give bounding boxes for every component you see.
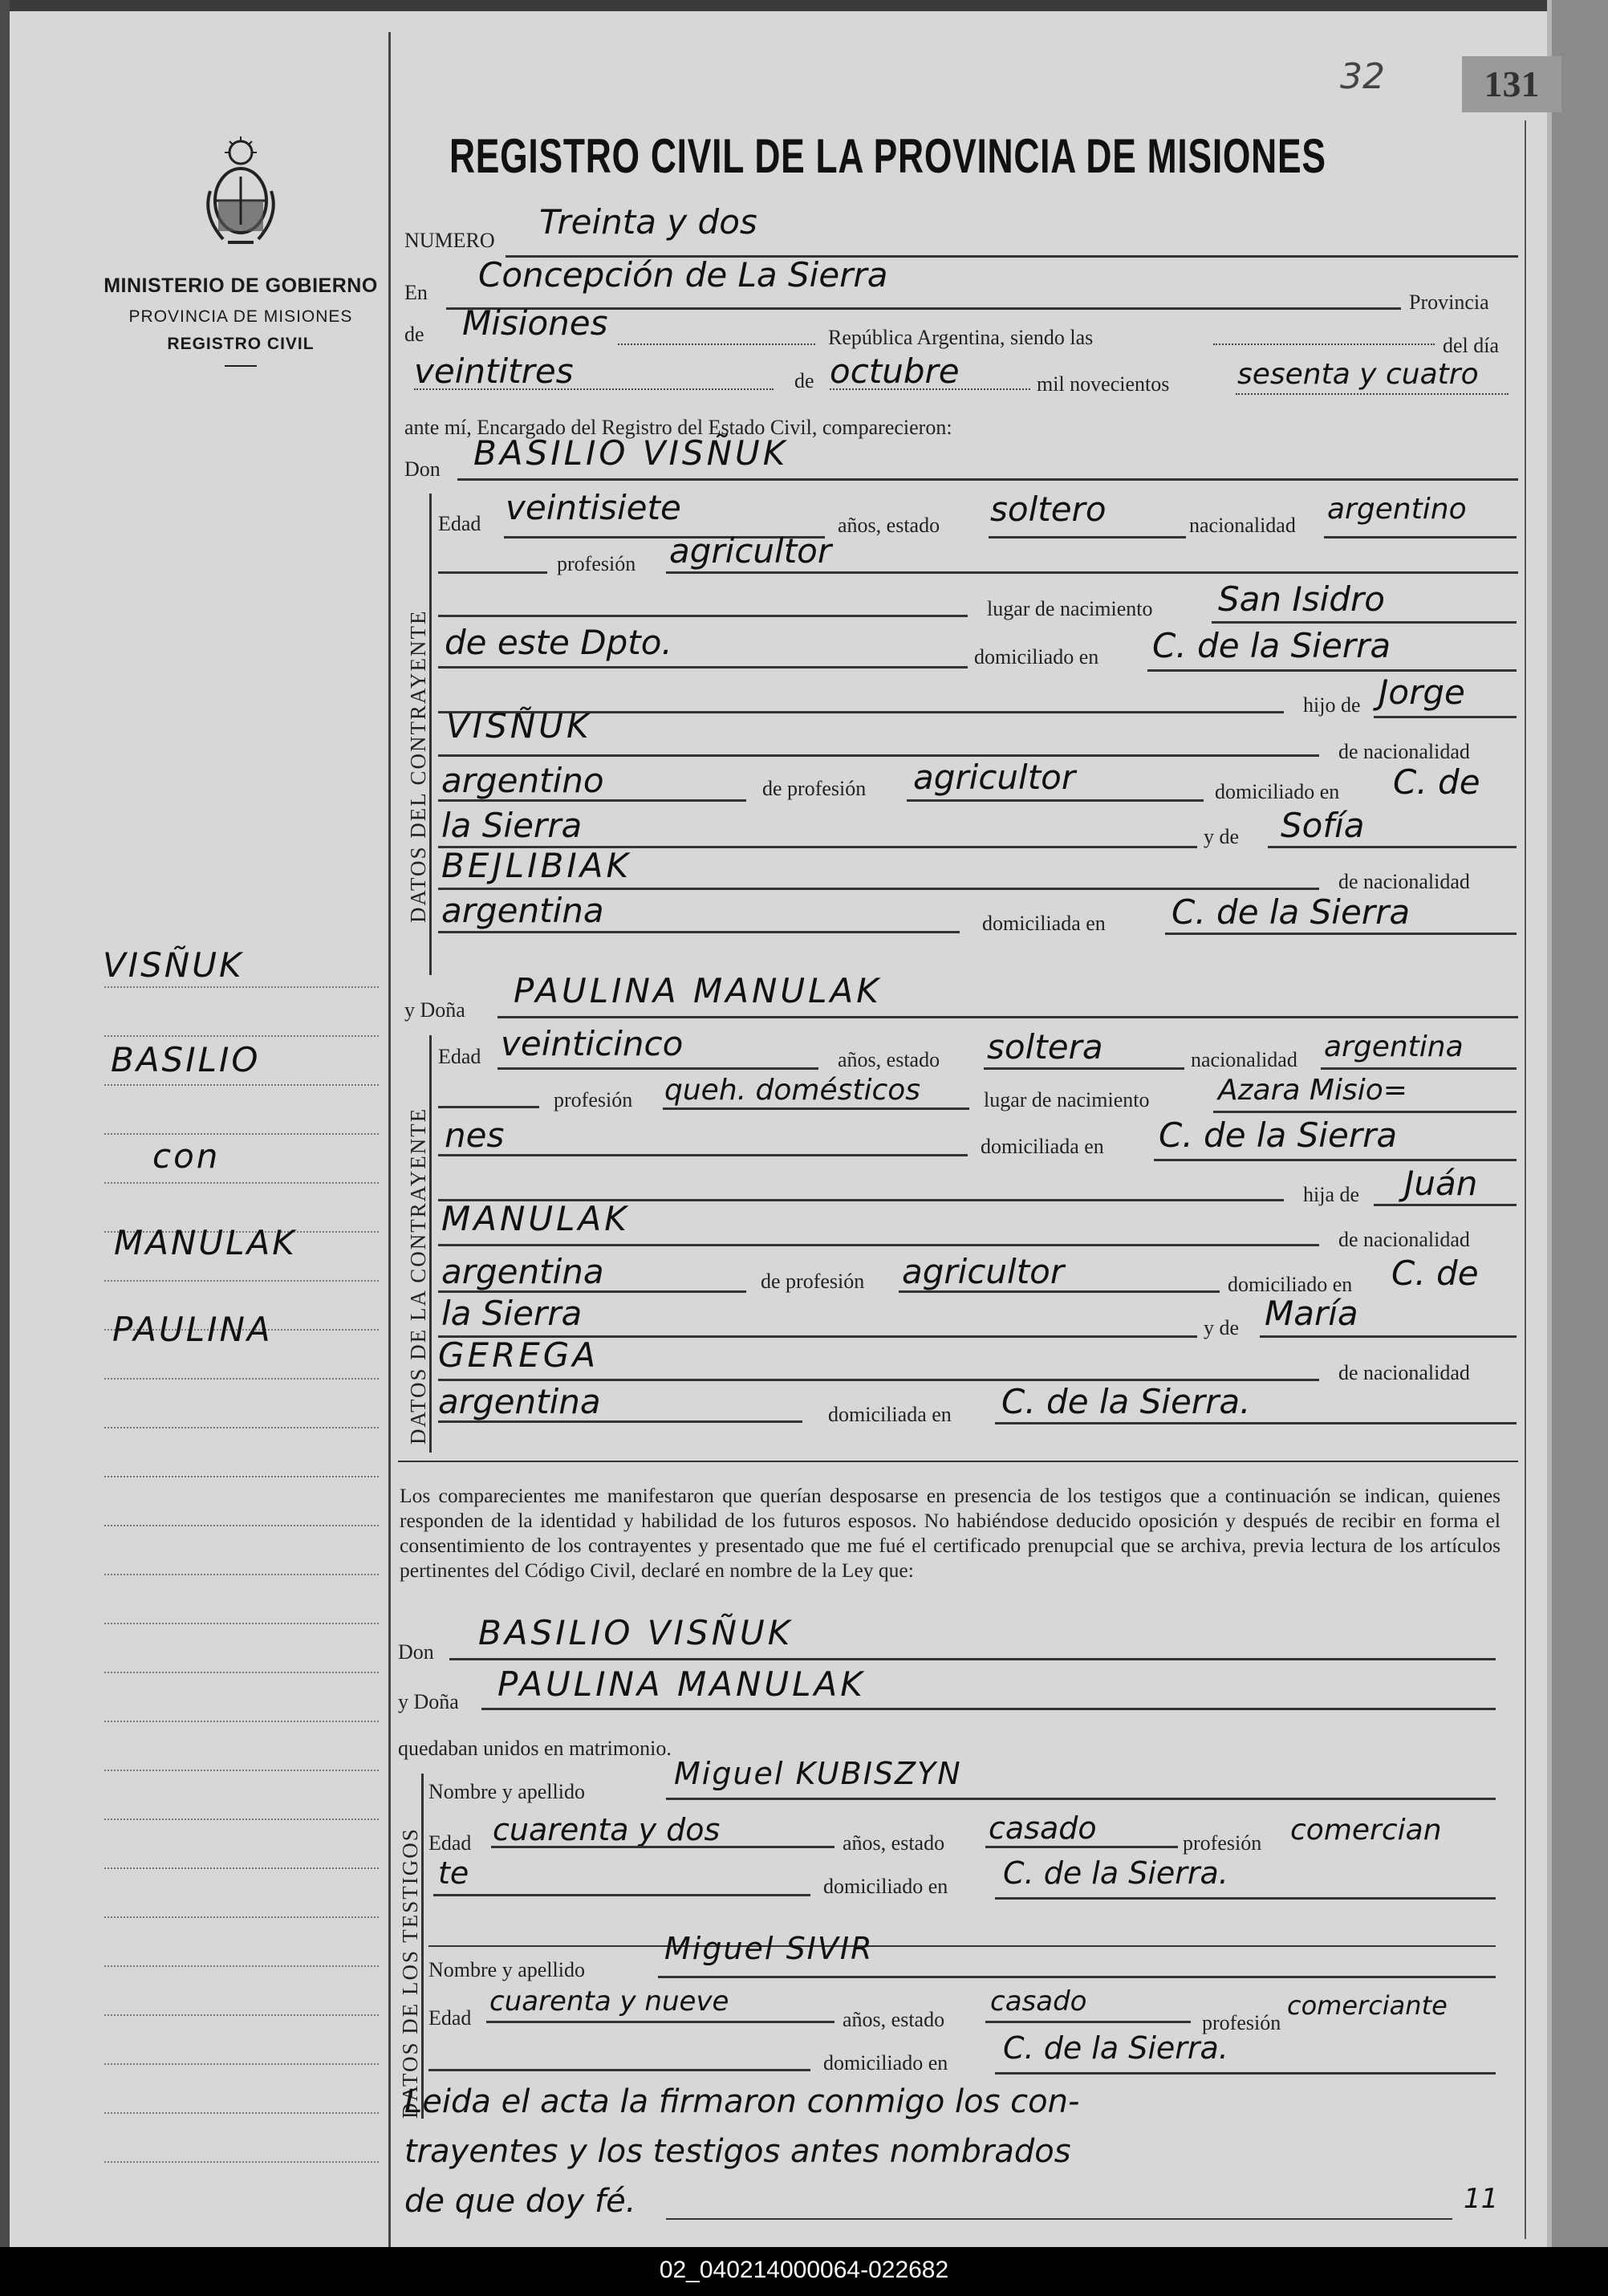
groom-dom-label: domiciliado en	[974, 645, 1099, 668]
groom-lugar-lead-line	[438, 615, 968, 617]
folio-handwritten: 32	[1340, 56, 1385, 97]
closing-line-2: trayentes y los testigos antes nombrados	[404, 2133, 1071, 2170]
bride-padre-prof-line	[899, 1290, 1220, 1293]
hora-line	[1213, 343, 1435, 345]
de-label: de	[404, 323, 424, 346]
w2-dom-lead-line	[428, 2069, 810, 2071]
ministry-divider	[225, 365, 257, 367]
bride-padre-apellido-line	[438, 1244, 1319, 1246]
page-title: REGISTRO CIVIL DE LA PROVINCIA DE MISIONES	[449, 129, 1326, 183]
w1-dom-line	[995, 1897, 1496, 1900]
ministry-line-3: REGISTRO CIVIL	[167, 335, 315, 353]
w2-estado: casado	[990, 1985, 1087, 2018]
bride-lugar-nac-1: Azara Misio=	[1218, 1074, 1407, 1107]
groom-section-label: DATOS DEL CONTRAYENTE	[406, 609, 430, 923]
bride-madre-nac-label: de nacionalidad	[1338, 1361, 1470, 1384]
bride-edad: veinticinco	[501, 1024, 684, 1063]
w1-prof2-line	[433, 1894, 810, 1896]
bride-prof-line	[663, 1107, 969, 1110]
groom-padre-dom-2: la Sierra	[441, 806, 583, 845]
groom-padre-apellido: VISÑUK	[446, 706, 592, 746]
bride-padre-nac-line	[438, 1290, 746, 1293]
w1-edad: cuarenta y dos	[493, 1812, 721, 1847]
ministry-heading	[96, 274, 385, 367]
bride-anos-label: años, estado	[838, 1048, 940, 1071]
del-dia-label: del día	[1443, 334, 1500, 357]
margin-column-divider	[388, 32, 391, 2247]
argentina-coat-of-arms-icon	[199, 135, 282, 255]
w2-prof-label: profesión	[1202, 2011, 1281, 2034]
w1-domicilio: C. de la Sierra.	[1003, 1855, 1228, 1891]
bride-nac-label: nacionalidad	[1191, 1048, 1297, 1071]
bride-madre-nombre: María	[1265, 1294, 1358, 1333]
margin-surname: VISÑUK	[103, 945, 244, 985]
bride-dom-label: domiciliada en	[981, 1135, 1104, 1158]
dia-value: veintitres	[414, 352, 574, 391]
bride-prof-label: profesión	[554, 1088, 633, 1111]
groom-estado-line	[989, 536, 1186, 538]
bride-padre-prof-label: de profesión	[761, 1270, 865, 1293]
bride-padre-nombre: Juán	[1404, 1164, 1478, 1203]
w1-nombre-line	[666, 1798, 1496, 1800]
w1-edad-line	[491, 1846, 834, 1848]
bride-padre-nac-label: de nacionalidad	[1338, 1228, 1470, 1251]
en-label: En	[404, 281, 428, 304]
groom-padre-prof-label: de profesión	[762, 777, 867, 800]
groom-estado: soltero	[990, 490, 1107, 529]
groom-madre-apellido-line	[438, 888, 1319, 890]
bride-lugar-nac-label: lugar de nacimiento	[984, 1088, 1150, 1111]
groom-padre-dom-label: domiciliado en	[1215, 780, 1340, 803]
groom-name-line	[457, 478, 1518, 481]
don-label: Don	[404, 457, 441, 481]
bride-padre-apellido: MANULAK	[441, 1199, 630, 1238]
w2-edad-line	[486, 2021, 834, 2023]
groom-lugar2-line	[438, 666, 968, 668]
decl-don-label: Don	[398, 1640, 434, 1664]
folio-stamp: 131	[1462, 56, 1561, 112]
w2-profesion: comerciante	[1287, 1990, 1448, 2021]
bride-estado-line	[984, 1067, 1184, 1070]
page-top-edge	[0, 0, 1608, 11]
bride-section-label: DATOS DE LA CONTRAYENTE	[406, 1107, 430, 1445]
groom-prof-line	[666, 571, 1518, 574]
groom-anos-label: años, estado	[838, 514, 940, 537]
w1-estado-line	[985, 1846, 1178, 1848]
dona-label: y Doña	[404, 998, 465, 1022]
w2-estado-line	[985, 2021, 1191, 2023]
numero-label: NUMERO	[404, 229, 495, 252]
closing-line-3: de que doy fé.	[404, 2183, 636, 2220]
bride-madre-nac-line	[438, 1420, 802, 1423]
closing-end-mark: 11	[1464, 2183, 1499, 2215]
bride-hija-label: hija de	[1303, 1183, 1360, 1206]
groom-padre-nac-line	[438, 799, 746, 802]
groom-padre-prof-line	[907, 799, 1204, 802]
w1-prof-label: profesión	[1183, 1831, 1262, 1855]
groom-madre-apellido: BEJLIBIAK	[441, 846, 631, 885]
bride-name: PAULINA MANULAK	[514, 971, 882, 1010]
w1-dom-label: domiciliado en	[823, 1875, 948, 1898]
bride-domicilio: C. de la Sierra	[1159, 1115, 1398, 1155]
groom-domicilio: C. de la Sierra	[1152, 626, 1391, 665]
bride-lugar2-line	[438, 1154, 968, 1156]
groom-hijo-label: hijo de	[1303, 693, 1361, 717]
groom-edad: veintisiete	[506, 488, 681, 527]
groom-padre-nac: argentino	[441, 761, 604, 800]
margin-bride-firstname: PAULINA	[112, 1310, 273, 1349]
w2-edad: cuarenta y nueve	[489, 1985, 729, 2018]
groom-padre-nac-label: de nacionalidad	[1338, 740, 1470, 763]
margin-con: con	[152, 1136, 221, 1176]
ante-label: ante mí, Encargado del Registro del Estado Civil, comparecieron:	[404, 416, 952, 439]
bride-dom-line	[1154, 1159, 1517, 1161]
bride-padre-nac: argentina	[441, 1252, 604, 1291]
bride-nac-line	[1321, 1067, 1517, 1070]
groom-padre-apellido-line	[438, 754, 1319, 757]
w2-edad-label: Edad	[428, 2006, 472, 2030]
witness-section-label: DATOS DE LOS TESTIGOS	[398, 1827, 422, 2119]
groom-edad-label: Edad	[438, 512, 481, 535]
scan-filename: 02_040214000064-022682	[659, 2257, 949, 2283]
decl-dona: PAULINA MANULAK	[497, 1664, 866, 1704]
bride-madre-nac: argentina	[438, 1382, 601, 1421]
margin-bride-surname: MANULAK	[114, 1223, 297, 1262]
groom-lugar-nac-2: de este Dpto.	[445, 623, 672, 662]
provincia-line	[618, 343, 815, 345]
w1-anos-label: años, estado	[843, 1831, 945, 1855]
section-separator	[398, 1461, 1518, 1462]
decl-don: BASILIO VISÑUK	[478, 1613, 794, 1652]
bride-prof-lead-line	[438, 1106, 539, 1108]
bride-padre-dom-label: domiciliado en	[1228, 1273, 1353, 1296]
provincia-value: Misiones	[462, 303, 608, 343]
w1-nombre: Miguel KUBISZYN	[674, 1756, 962, 1791]
decl-dona-line	[481, 1708, 1496, 1710]
bride-padre-prof: agricultor	[902, 1252, 1065, 1291]
ministry-line-2: PROVINCIA DE MISIONES	[128, 307, 353, 326]
lugar-value: Concepción de La Sierra	[478, 255, 888, 295]
bride-madre-dom-label: domiciliada en	[828, 1403, 952, 1426]
form-right-border	[1525, 120, 1526, 2239]
groom-padre-prof: agricultor	[913, 758, 1076, 797]
bride-nacionalidad: argentina	[1324, 1030, 1464, 1063]
numero-value: Treinta y dos	[539, 202, 757, 242]
w1-profesion-1: comercian	[1290, 1814, 1442, 1847]
bride-madre-dom-line	[995, 1422, 1517, 1424]
de-mes-label: de	[794, 369, 814, 392]
w2-anos-label: años, estado	[843, 2008, 945, 2031]
bride-padre-dom-1: C. de	[1391, 1254, 1479, 1293]
margin-dotted-lines	[104, 939, 379, 2163]
bride-madre-dom: C. de la Sierra.	[1001, 1382, 1251, 1421]
groom-prof-lead-line	[438, 571, 547, 574]
w2-dom-label: domiciliado en	[823, 2051, 948, 2075]
anio-line	[1236, 393, 1509, 395]
groom-y-de-label: y de	[1204, 825, 1240, 848]
groom-madre-nombre: Sofía	[1281, 806, 1365, 845]
groom-madre-dom: C. de la Sierra	[1171, 892, 1411, 932]
groom-dom-line	[1147, 669, 1517, 672]
dia-line	[414, 388, 774, 390]
republica-label: República Argentina, siendo las	[828, 326, 1094, 349]
mes-line	[830, 388, 1030, 390]
bride-padre-nombre-line	[1374, 1204, 1517, 1206]
w1-nombre-label: Nombre y apellido	[428, 1780, 585, 1803]
groom-madre-nombre-line	[1268, 846, 1517, 848]
groom-madre-dom-label: domiciliada en	[982, 912, 1106, 935]
groom-lugar-nac-label: lugar de nacimiento	[987, 597, 1153, 620]
groom-profesion: agricultor	[669, 531, 832, 571]
groom-padre-nombre: Jorge	[1379, 673, 1465, 712]
declaration-paragraph: Los comparecientes me manifestaron que querían desposarse en presencia de los testigos que a continuación se indican, quienes responden de la identidad y habilidad de los futuros esposos. No habiéndose deducido oposición y después de recibir en forma el consentimiento de los contrayentes y presentado que me fué el certificado prenupcial que se archiva, previa lectura de los artículos pertinentes del Código Civil, declaré en nombre de la Ley que:	[400, 1484, 1500, 1582]
bride-y-de-label: y de	[1204, 1316, 1240, 1339]
groom-madre-nac-label: de nacionalidad	[1338, 870, 1470, 893]
groom-nac-label: nacionalidad	[1189, 514, 1296, 537]
w1-edad-label: Edad	[428, 1831, 472, 1855]
w2-nombre: Miguel SIVIR	[664, 1931, 874, 1966]
decl-unidos: quedaban unidos en matrimonio.	[398, 1737, 672, 1760]
bride-padre-dom-2: la Sierra	[441, 1294, 583, 1333]
groom-lugar-line	[1212, 621, 1517, 624]
witness-separator	[428, 1945, 1496, 1947]
closing-end-line	[666, 2218, 1452, 2220]
bride-lugar-line	[1213, 1111, 1517, 1113]
book-spine	[1552, 0, 1608, 2247]
w1-profesion-2: te	[438, 1855, 469, 1891]
w2-nombre-line	[658, 1976, 1496, 1978]
page-left-edge	[0, 0, 10, 2247]
bride-profesion: queh. domésticos	[664, 1074, 921, 1107]
groom-nac-line	[1324, 536, 1517, 538]
w2-nombre-label: Nombre y apellido	[428, 1958, 585, 1981]
groom-lugar-nac-1: San Isidro	[1218, 579, 1385, 619]
bride-edad-label: Edad	[438, 1045, 481, 1068]
bride-madre-apellido: GEREGA	[438, 1335, 599, 1375]
bride-lugar-nac-2: nes	[445, 1115, 505, 1155]
bride-edad-line	[497, 1067, 818, 1070]
margin-firstname: BASILIO	[111, 1040, 261, 1079]
ministry-line-1: MINISTERIO DE GOBIERNO	[104, 274, 378, 297]
bride-estado: soltera	[987, 1027, 1103, 1067]
mil-label: mil novecientos	[1037, 372, 1170, 396]
bride-madre-nombre-line	[1260, 1335, 1517, 1338]
groom-madre-nac-line	[438, 931, 960, 933]
provincia-label: Provincia	[1409, 291, 1489, 314]
groom-padre-dom-1: C. de	[1393, 762, 1480, 802]
groom-madre-nac: argentina	[441, 891, 604, 930]
bride-madre-apellido-line	[438, 1379, 1319, 1381]
w2-domicilio: C. de la Sierra.	[1003, 2030, 1228, 2066]
mes-value: octubre	[830, 352, 960, 391]
groom-madre-dom-line	[1165, 933, 1517, 935]
bride-name-line	[497, 1016, 1518, 1018]
groom-nacionalidad: argentino	[1327, 493, 1467, 526]
groom-name: BASILIO VISÑUK	[473, 433, 789, 473]
anio-value: sesenta y cuatro	[1237, 358, 1479, 391]
decl-dona-label: y Doña	[398, 1690, 459, 1713]
w1-estado: casado	[989, 1810, 1097, 1846]
closing-line-1: Leida el acta la firmaron conmigo los con-	[404, 2083, 1080, 2120]
groom-padre-nombre-line	[1374, 716, 1517, 718]
groom-prof-label: profesión	[557, 552, 636, 575]
w2-dom-line	[995, 2072, 1496, 2075]
decl-don-line	[449, 1658, 1496, 1660]
